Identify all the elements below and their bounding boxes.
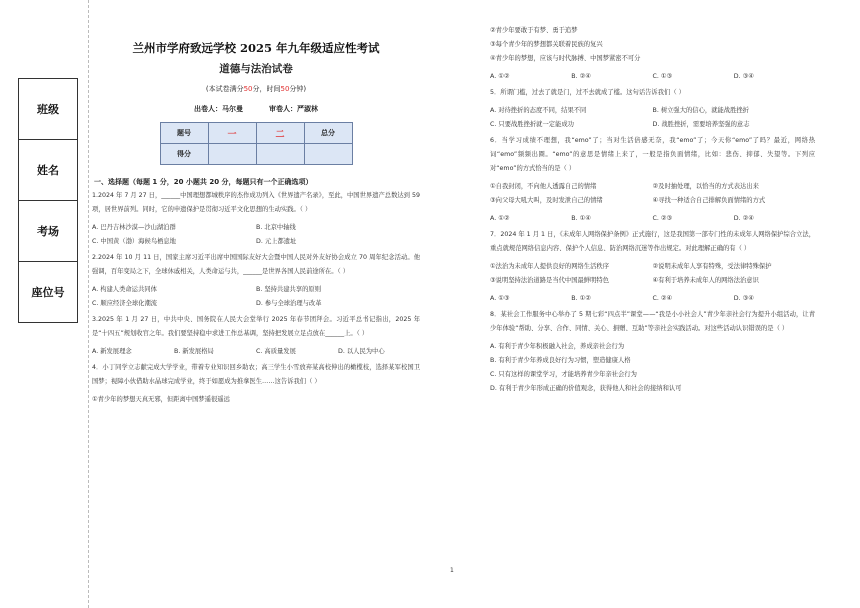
right-column xyxy=(490,20,815,396)
question-2: 2.2024 年 10 月 11 日，国家主席习近平出席中国国际友好大会暨中国人民对外友好协会成立 70 周年纪念活动。他强调，百年变局之下，全球休戚相关，人类命运与共，______是世界各国人民前途所在。（ ） xyxy=(92,254,420,275)
option: D. ③④ xyxy=(733,73,754,80)
question-4-options xyxy=(92,393,420,407)
option: A. 巴丹吉林沙漠—沙山湖泊群 xyxy=(92,224,176,231)
score-head-label: 题号 xyxy=(160,123,208,144)
binding-line xyxy=(88,0,89,608)
authors xyxy=(92,104,420,114)
option: ②青少年要敢于有梦、勇于追梦 xyxy=(490,27,578,34)
option: A. 对待挫折的态度不同，结果不同 xyxy=(490,107,587,114)
score-head-total: 总分 xyxy=(304,123,352,144)
question-6-statements xyxy=(490,180,815,208)
exam-title: 兰州市学府致远学校 2025 年九年级适应性考试 xyxy=(132,41,380,55)
option: D. 有利于青少年形成正确的价值观念，获得他人和社会的接纳和认可 xyxy=(490,385,682,392)
score-cell-2[interactable] xyxy=(256,144,304,165)
option: ④有利于培养未成年人的网络法治意识 xyxy=(652,277,759,284)
option: B. ①② xyxy=(571,295,591,302)
exam-subtitle: 道德与法治试卷 xyxy=(219,63,293,75)
note-mid: 分，时间 xyxy=(252,85,281,93)
question-2-options xyxy=(92,283,420,311)
option: B. 有利于青少年养成良好行为习惯，塑造健康人格 xyxy=(490,357,631,364)
option: C. 只有这样的课堂学习，才能培养青少年亲社会行为 xyxy=(490,371,637,378)
option: ②说明未成年人享有特殊，受法律特殊保护 xyxy=(652,263,772,270)
option: A. 新发展理念 xyxy=(92,348,132,355)
author-setter: 出卷人：马尔曼 xyxy=(194,105,243,113)
option: D. ③④ xyxy=(733,295,754,302)
score-cell-total[interactable] xyxy=(304,144,352,165)
question-4-options-cont xyxy=(490,24,815,66)
option: C. 中国黄（渤）海候鸟栖息地 xyxy=(92,238,176,245)
question-7: 7．2024 年 1 月 1 日，《未成年人网络保护条例》正式施行，这是我国第一部专门性的未成年人网络保护综合立法，重点就规范网络信息内容、保护个人信息、防治网络沉迷等作出规定。对此理解正确的有（ ） xyxy=(490,231,815,252)
question-8: 8．某社会工作服务中心举办了 5 期七彩“四点半”课堂——“我是小小社会人”青少年亲社会行为提升小组活动，让青少年体验“帮助、分享、合作、同情、关心、捐赠、互助”等亲社会实践活动。对这些活动认识错误的是（ ） xyxy=(490,311,815,332)
question-3-options xyxy=(92,345,420,359)
option: B. ②④ xyxy=(571,73,591,80)
score-head-2: 二 xyxy=(256,123,304,144)
question-4-choices xyxy=(490,70,815,84)
option: B. ①④ xyxy=(571,215,591,222)
option: C. ②③ xyxy=(652,215,673,222)
question-6-choices xyxy=(490,212,815,226)
option: D. 战胜挫折，需要培养坚强的意志 xyxy=(652,121,750,128)
option: A. ①② xyxy=(490,215,510,222)
option: D. 元上都遗址 xyxy=(256,238,297,245)
score-table xyxy=(160,122,353,165)
binding-room[interactable]: 考场 xyxy=(19,201,77,262)
option: D. 以人民为中心 xyxy=(338,348,385,355)
question-4: 4．小丁同学立志献完成大学学业，带着专业知识回乡助农；高三学生小雪放弃某高校伸出的橄榄枝，选择某军校国卫国梦；视障小伙借助水晶球完成学业，终于如愿成为推拿医生……这告诉我们（ ） xyxy=(92,364,420,385)
option: ③向父母大吼大叫，及时发泄自己的情绪 xyxy=(490,197,603,204)
binding-name[interactable]: 姓名 xyxy=(19,140,77,201)
option: ③每个青少年的梦想都关联着民族的复兴 xyxy=(490,41,603,48)
question-7-choices xyxy=(490,292,815,306)
note-full-score: 50 xyxy=(243,85,253,93)
option: ③说明坚持法治道路是当代中国最鲜明特色 xyxy=(490,277,609,284)
option: ①自我封闭，不向他人透露自己的情绪 xyxy=(490,183,597,190)
page-number: 1 xyxy=(450,567,454,574)
binding-seat[interactable]: 座位号 xyxy=(31,286,65,299)
option: ②及时抽处理，以恰当的方式表达出来 xyxy=(652,183,759,190)
exam-note xyxy=(92,84,420,94)
option: B. 北京中轴线 xyxy=(256,224,296,231)
question-8-options xyxy=(490,340,815,396)
question-1: 1.2024 年 7 月 27 日，______中国理想都城秩序的杰作成功列入《世界遗产名录》，至此，中国世界遗产总数达到 59 项，居世界前列。同时，它的申遗保护是贯彻习近平文化思想的生动实践。（ ） xyxy=(92,192,420,213)
section-heading: 一、选择题（每题 1 分，20 小题共 20 分，每题只有一个正确选项） xyxy=(94,178,313,186)
option: B. 树立强大的信心，就能战胜挫折 xyxy=(652,107,749,114)
option: C. 只要战胜挫折就一定能成功 xyxy=(490,121,574,128)
option: A. 有利于青少年积极融入社会，养成亲社会行为 xyxy=(490,343,625,350)
option: C. 高质量发展 xyxy=(256,348,296,355)
option: B. 坚持共建共享的原则 xyxy=(256,286,321,293)
score-label: 得分 xyxy=(160,144,208,165)
option: C. ①③ xyxy=(652,73,673,80)
option: ④寻找一种适合自己排解负面情绪的方式 xyxy=(652,197,766,204)
option: A. ①③ xyxy=(490,295,510,302)
binding-table xyxy=(18,78,78,323)
option: ④青少年的梦想，应该与时代脉搏、中国梦紧密不可分 xyxy=(490,55,641,62)
option: C. ②④ xyxy=(652,295,673,302)
author-reviewer: 审卷人：严淑林 xyxy=(269,105,318,113)
note-suffix: 分钟) xyxy=(289,85,307,93)
option: C. 顺应经济全球化潮流 xyxy=(92,300,158,307)
question-7-statements xyxy=(490,260,815,288)
option: ①青少年的梦想天真无邪，但距离中国梦遥很遥远 xyxy=(92,396,230,403)
score-cell-1[interactable] xyxy=(208,144,256,165)
note-prefix: (本试卷满分 xyxy=(205,85,244,93)
question-1-options xyxy=(92,221,420,249)
option: A. ①② xyxy=(490,73,510,80)
option: B. 新发展格局 xyxy=(174,348,214,355)
note-time: 50 xyxy=(280,85,290,93)
option: D. ②④ xyxy=(733,215,754,222)
score-head-1: 一 xyxy=(208,123,256,144)
question-5-options xyxy=(490,104,815,132)
question-5: 5．所谓门槛，过去了就是门，过不去就成了槛。这句话告诉我们（ ） xyxy=(490,89,685,96)
option: D. 参与全球治理与改革 xyxy=(256,300,322,307)
option: A. 构建人类命运共同体 xyxy=(92,286,157,293)
question-3: 3.2025 年 1 月 27 日，中共中央、国务院在人民大会堂举行 2025 年春节团拜会。习近平总书记指出，2025 年是“十四五”规划收官之年。我们要坚持稳中求进工作总基调，坚持把发展立足点放在______上。（ ） xyxy=(92,316,420,337)
left-column xyxy=(92,40,420,407)
question-6: 6．当学习成绩不理想，我“emo”了；当对生活倍感无奈，我“emo”了；今天你“emo”了吗？最近，网络热词“emo”频频出圈。“emo”的意思是情绪上来了，一般是指负面情绪，比如：悲伤、抑郁、失望等。下列应对“emo”的方式恰当的是（ ） xyxy=(490,137,815,172)
binding-class[interactable]: 班级 xyxy=(19,79,77,140)
option: ①法治为未成年人提供良好的网络生活秩序 xyxy=(490,263,609,270)
